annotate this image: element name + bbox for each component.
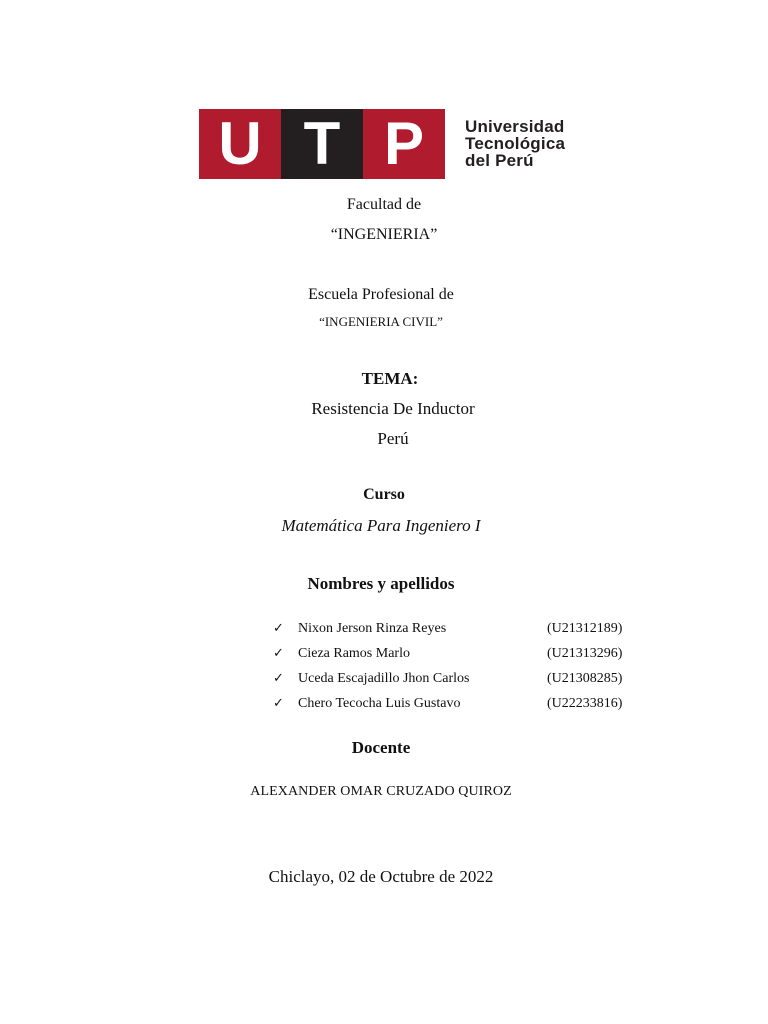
list-item (273, 644, 673, 669)
date-line: Chiclayo, 02 de Octubre de 2022 (268, 867, 494, 886)
teacher-name: ALEXANDER OMAR CRUZADO QUIROZ (250, 784, 512, 799)
members-list (273, 619, 673, 719)
logo-letter-p: P (363, 109, 445, 179)
member-name: Nixon Jerson Rinza Reyes (298, 621, 447, 636)
course-label: Curso (363, 486, 405, 503)
member-name: Uceda Escajadillo Jhon Carlos (298, 671, 470, 686)
members-label: Nombres y apellidos (307, 574, 455, 593)
member-code: (U21308285) (547, 671, 623, 686)
member-name: Chero Tecocha Luis Gustavo (298, 696, 461, 711)
logo-letter-t: T (281, 109, 363, 179)
check-icon: ✓ (273, 621, 284, 636)
check-icon: ✓ (273, 646, 284, 661)
logo-text-line-1: Universidad (465, 117, 565, 136)
member-code: (U21312189) (547, 621, 623, 636)
member-name: Cieza Ramos Marlo (298, 646, 410, 661)
check-icon: ✓ (273, 671, 284, 686)
logo-wordmark (465, 118, 565, 169)
school-label: Escuela Profesional de (308, 286, 454, 303)
logo-text-line-3: del Perú (465, 151, 534, 170)
member-code: (U22233816) (547, 696, 623, 711)
teacher-label: Docente (351, 738, 411, 757)
topic-label: TEMA: (361, 369, 419, 388)
faculty-label: Facultad de (346, 196, 422, 213)
list-item (273, 669, 673, 694)
logo-text-line-2: Tecnológica (465, 134, 566, 153)
course-name: Matemática Para Ingeniero I (281, 516, 481, 535)
topic-title: Resistencia De Inductor (311, 399, 475, 418)
topic-country: Perú (377, 429, 409, 448)
list-item (273, 694, 673, 719)
utp-logo (199, 109, 445, 179)
list-item (273, 619, 673, 644)
logo-letter-u: U (199, 109, 281, 179)
member-code: (U21313296) (547, 646, 623, 661)
check-icon: ✓ (273, 696, 284, 711)
faculty-name: “INGENIERIA” (330, 226, 438, 243)
school-name: “INGENIERIA CIVIL” (319, 314, 443, 329)
